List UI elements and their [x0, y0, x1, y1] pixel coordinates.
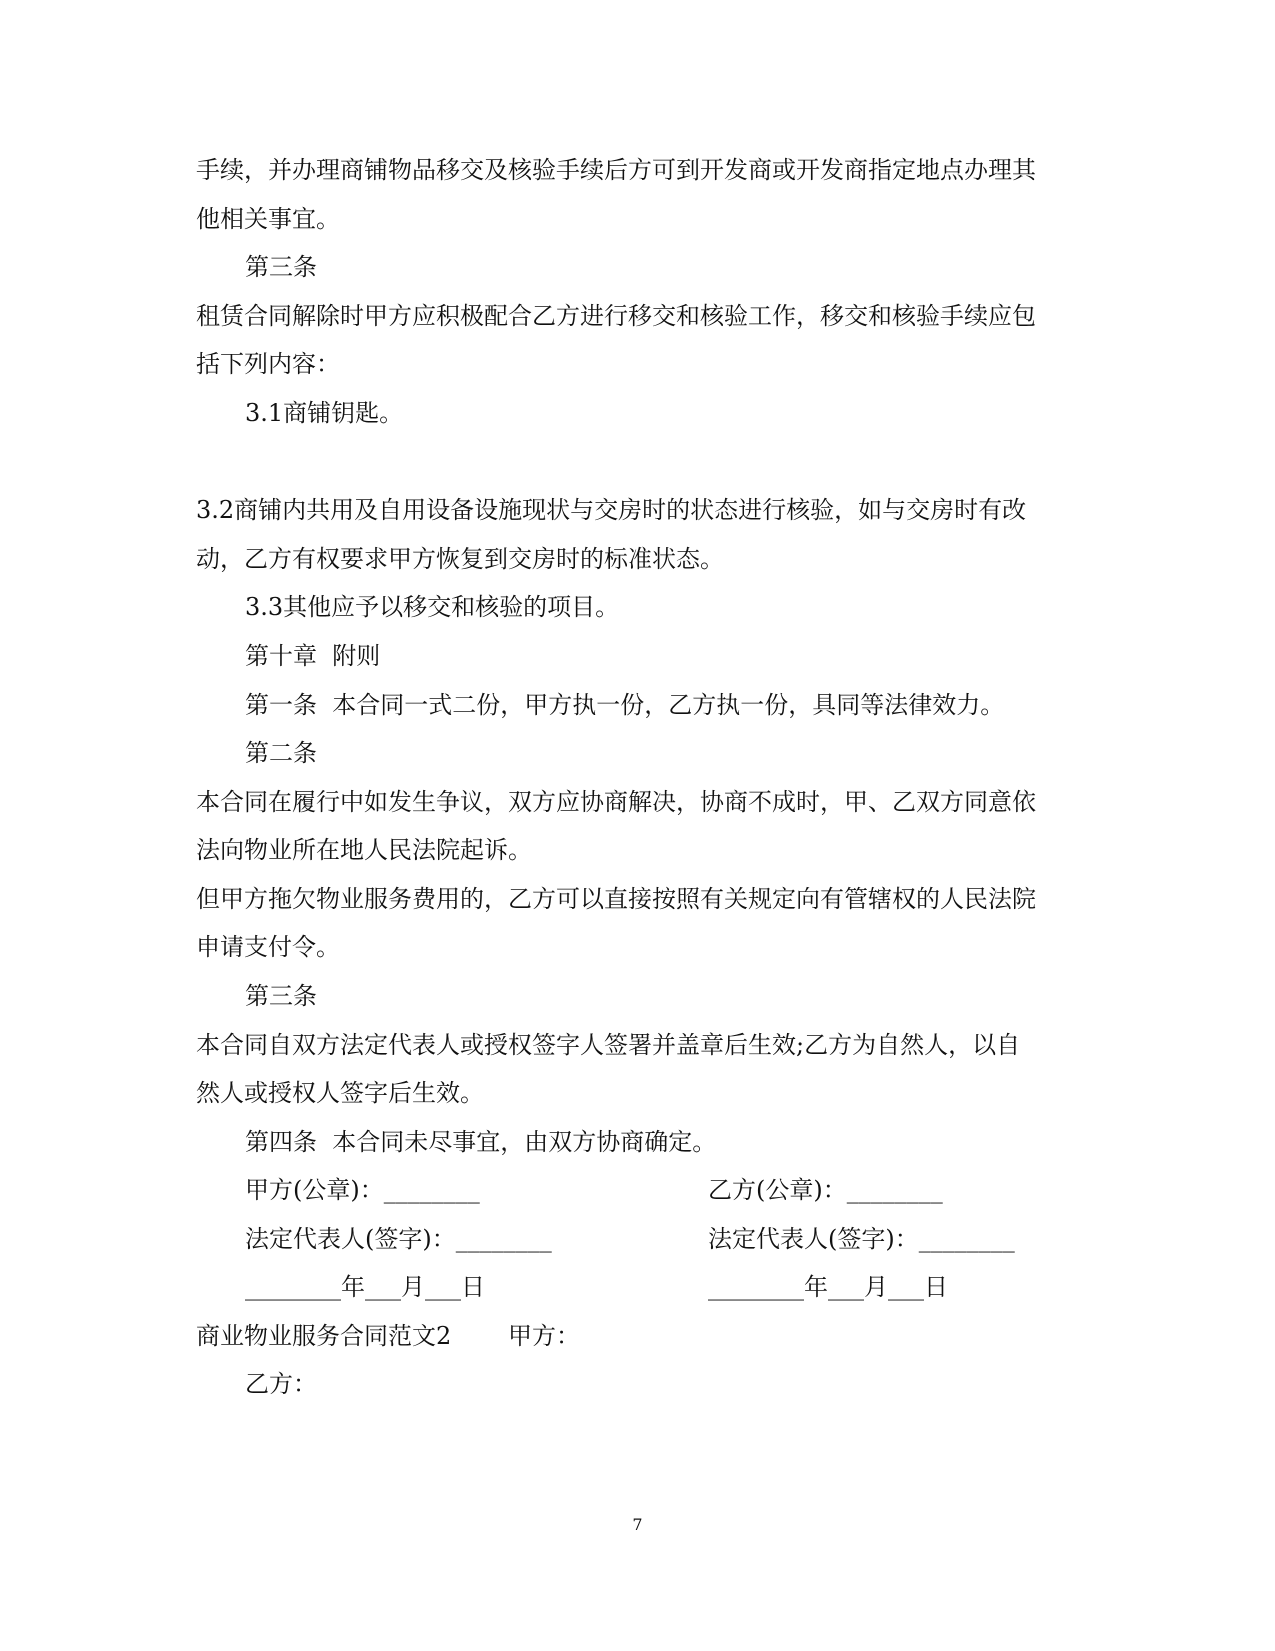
body-line: 动，乙方有权要求甲方恢复到交房时的标准状态。	[196, 545, 724, 573]
list-item: 3.2商铺内共用及自用设备设施现状与交房时的状态进行核验，如与交房时有改	[196, 496, 1027, 524]
list-item: 3.3其他应予以移交和核验的项目。	[245, 593, 620, 621]
body-line: 括下列内容：	[196, 350, 340, 378]
article-heading: 第三条	[245, 253, 317, 281]
next-document-title: 商业物业服务合同范文2	[196, 1322, 452, 1350]
party-b-seal-field: 乙方(公章)：________	[708, 1176, 943, 1204]
article-line: 第一条 本合同一式二份，甲方执一份，乙方执一份，具同等法律效力。	[245, 691, 1005, 719]
body-line: 租赁合同解除时甲方应积极配合乙方进行移交和核验工作，移交和核验手续应包	[196, 302, 1036, 330]
body-line: 他相关事宜。	[196, 205, 340, 233]
body-line: 申请支付令。	[196, 933, 340, 961]
next-document-party-b: 乙方：	[245, 1370, 317, 1398]
party-a-seal-field: 甲方(公章)：________	[245, 1176, 480, 1204]
article-heading: 第三条	[245, 982, 317, 1010]
body-line: 然人或授权人签字后生效。	[196, 1079, 484, 1107]
party-a-date-field: ________年___月___日	[245, 1273, 485, 1301]
article-line: 第四条 本合同未尽事宜，由双方协商确定。	[245, 1128, 717, 1156]
party-b-date-field: ________年___月___日	[708, 1273, 948, 1301]
party-b-rep-field: 法定代表人(签字)：________	[708, 1225, 1015, 1253]
body-line: 本合同自双方法定代表人或授权签字人签署并盖章后生效;乙方为自然人，以自	[196, 1031, 1021, 1059]
body-line: 本合同在履行中如发生争议，双方应协商解决，协商不成时，甲、乙双方同意依	[196, 788, 1036, 816]
next-document-party-a: 甲方：	[508, 1322, 580, 1350]
body-line: 但甲方拖欠物业服务费用的，乙方可以直接按照有关规定向有管辖权的人民法院	[196, 885, 1036, 913]
chapter-heading: 第十章 附则	[245, 642, 381, 670]
list-item: 3.1商铺钥匙。	[245, 399, 404, 427]
article-heading: 第二条	[245, 739, 317, 767]
party-a-rep-field: 法定代表人(签字)：________	[245, 1225, 552, 1253]
body-line: 手续，并办理商铺物品移交及核验手续后方可到开发商或开发商指定地点办理其	[196, 156, 1036, 184]
body-line: 法向物业所在地人民法院起诉。	[196, 836, 532, 864]
page-number: 7	[632, 1515, 643, 1534]
